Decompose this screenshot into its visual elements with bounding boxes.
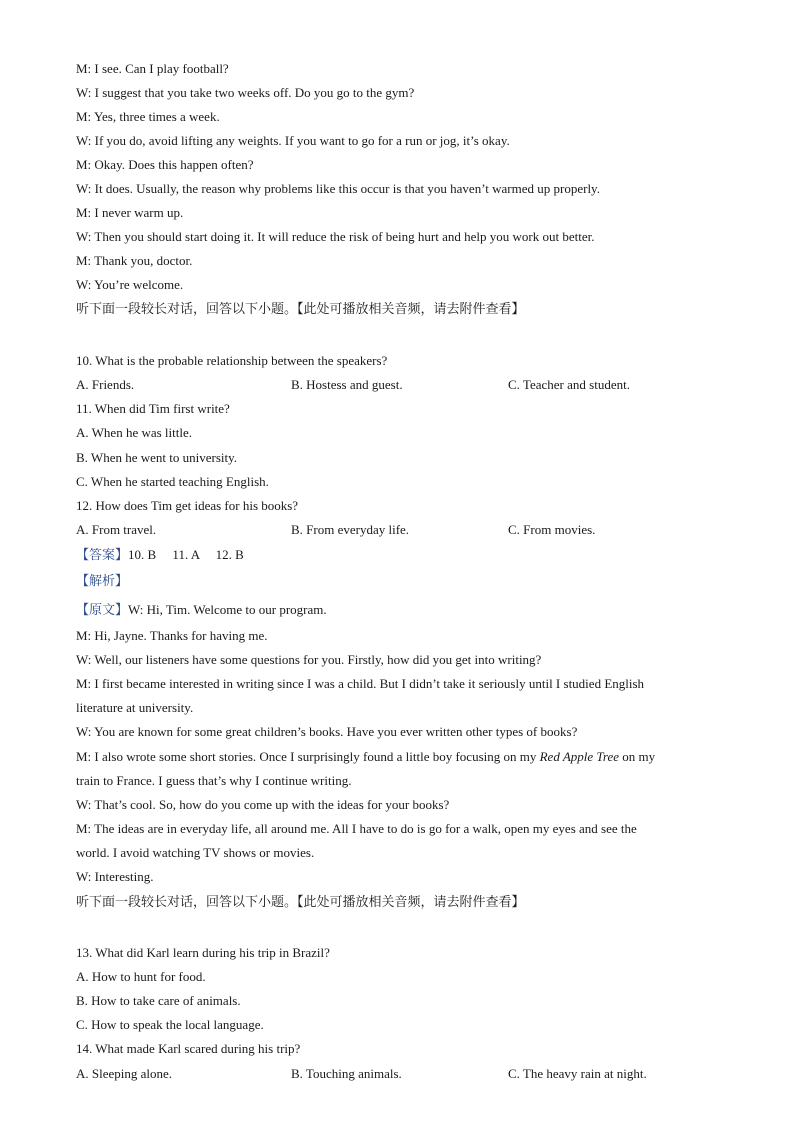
question-options — [0, 522, 794, 540]
transcript-text: on my — [619, 749, 656, 764]
option-a: A. Friends. — [76, 377, 135, 392]
option-c: C. When he started teaching English. — [76, 474, 269, 489]
option-c: C. The heavy rain at night. — [508, 1066, 647, 1081]
dialogue-line: M: Thank you, doctor. — [76, 253, 193, 268]
question-stem: 11. When did Tim first write? — [76, 401, 230, 416]
section-instruction: 听下面一段较长对话，回答以下小题。【此处可播放相关音频，请去附件查看】 — [76, 895, 525, 910]
question-options — [0, 377, 794, 395]
dialogue-line: W: Then you should start doing it. It will reduce the risk of being hurt and help you work out better. — [76, 229, 595, 244]
transcript-line: W: Well, our listeners have some questions for you. Firstly, how did you get into writing? — [76, 652, 542, 667]
option-b: B. From everyday life. — [291, 522, 410, 537]
dialogue-line: W: If you do, avoid lifting any weights. If you want to go for a run or jog, it’s okay. — [76, 133, 510, 148]
book-title: Red Apple Tree — [539, 749, 620, 764]
option-b: B. Hostess and guest. — [291, 377, 403, 392]
question-stem: 12. How does Tim get ideas for his books? — [76, 498, 299, 513]
transcript-line — [76, 602, 327, 619]
transcript-line: W: Interesting. — [76, 869, 154, 884]
dialogue-line: W: You’re welcome. — [76, 277, 184, 292]
analysis-line — [76, 573, 128, 590]
question-stem: 13. What did Karl learn during his trip in Brazil? — [76, 945, 330, 960]
dialogue-line: M: I see. Can I play football? — [76, 61, 229, 76]
option-b: B. Touching animals. — [291, 1066, 402, 1081]
dialogue-line: M: I never warm up. — [76, 205, 184, 220]
transcript-line: literature at university. — [76, 700, 194, 715]
analysis-label: 【解析】 — [76, 574, 129, 589]
transcript-line: train to France. I guess that’s why I continue writing. — [76, 773, 352, 788]
question-options — [0, 1066, 794, 1084]
answer-text: 10. B 11. A 12. B — [128, 547, 244, 562]
transcript-line: world. I avoid watching TV shows or movies. — [76, 845, 315, 860]
option-c: C. Teacher and student. — [508, 377, 630, 392]
transcript-line: W: That’s cool. So, how do you come up with the ideas for your books? — [76, 797, 450, 812]
option-c: C. How to speak the local language. — [76, 1017, 264, 1032]
option-a: A. When he was little. — [76, 425, 193, 440]
option-a: A. Sleeping alone. — [76, 1066, 173, 1081]
section-instruction: 听下面一段较长对话，回答以下小题。【此处可播放相关音频，请去附件查看】 — [76, 302, 525, 317]
dialogue-line: M: Yes, three times a week. — [76, 109, 220, 124]
question-stem: 14. What made Karl scared during his trip? — [76, 1041, 301, 1056]
answer-label: 【答案】 — [76, 548, 129, 563]
answer-line — [76, 547, 244, 564]
transcript-text: M: I also wrote some short stories. Once I surprisingly found a little boy focusing on my — [76, 749, 540, 764]
transcript-line: M: I first became interested in writing since I was a child. But I didn’t take it seriously until I studied English — [76, 676, 645, 691]
dialogue-line: W: I suggest that you take two weeks off. Do you go to the gym? — [76, 85, 415, 100]
transcript-line: W: You are known for some great children’s books. Have you ever written other types of books? — [76, 724, 578, 739]
transcript-label: 【原文】 — [76, 603, 129, 618]
transcript-line: M: The ideas are in everyday life, all around me. All I have to do is go for a walk, open my eyes and see the — [76, 821, 637, 836]
option-a: A. How to hunt for food. — [76, 969, 206, 984]
dialogue-line: W: It does. Usually, the reason why problems like this occur is that you haven’t warmed up properly. — [76, 181, 600, 196]
question-stem: 10. What is the probable relationship between the speakers? — [76, 353, 388, 368]
dialogue-line: M: Okay. Does this happen often? — [76, 157, 254, 172]
option-b: B. When he went to university. — [76, 450, 238, 465]
option-a: A. From travel. — [76, 522, 157, 537]
option-b: B. How to take care of animals. — [76, 993, 241, 1008]
transcript-line: M: Hi, Jayne. Thanks for having me. — [76, 628, 268, 643]
transcript-line — [76, 749, 655, 765]
option-c: C. From movies. — [508, 522, 596, 537]
transcript-text: W: Hi, Tim. Welcome to our program. — [128, 602, 327, 617]
